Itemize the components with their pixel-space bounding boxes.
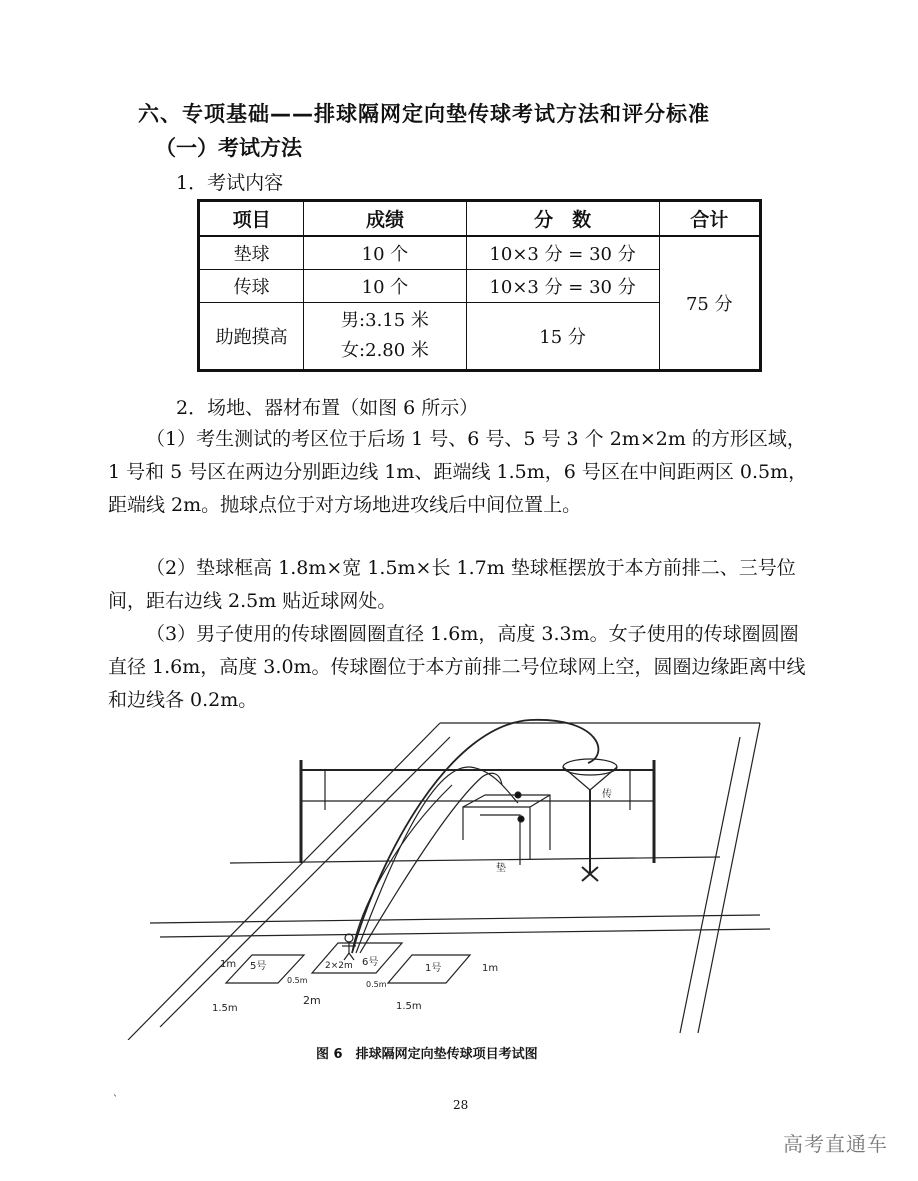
side-left-label: 1m [220,959,237,970]
court-diagram [120,715,800,1040]
total-cell: 75 分 [659,236,760,371]
court-right-sideline [698,723,760,1033]
table-header: 分 数 [466,201,659,237]
table-cell [304,303,466,371]
end-left-label: 1.5m [212,1003,238,1014]
table-cell: 10×3 分 = 30 分 [466,270,659,303]
figure-caption: 图 6 排球隔网定向垫传球项目考试图 [316,1047,538,1062]
end-mid-label: 2m [303,994,321,1007]
table-cell: 垫球 [199,236,304,270]
table-header-row [199,201,761,237]
item-2-title: 2．场地、器材布置（如图 6 所示） [176,397,479,419]
stray-mark: ` [113,1095,118,1106]
section-title: （一）考试方法 [155,136,302,160]
end-right-label: 1.5m [396,1001,422,1012]
paragraph-2: （2）垫球框高 1.8m×宽 1.5m×长 1.7m 垫球框摆放于本方前排二、三号位间，距右边线 2.5m 贴近球网处。 [108,557,796,612]
table-header: 合计 [659,201,760,237]
table-header: 成绩 [304,201,466,237]
paragraph-3: （3）男子使用的传球圈圆圈直径 1.6m，高度 3.3m。女子使用的传球圈圆圈直径 1.6m，高度 3.0m。传球圈位于本方前排二号位球网上空，圆圈边缘距离中线和边线各 0.2m。 [108,623,806,711]
watermark: 高考直通车 [783,1132,888,1156]
male-standard: 男:3.15 米 [341,310,429,331]
center-line [230,857,720,863]
page-number: 28 [453,1098,469,1112]
zone-5-label: 5号 [250,961,267,972]
item-1-title: 1．考试内容 [176,172,284,194]
table-cell: 10 个 [304,270,466,303]
table-cell: 10 个 [304,236,466,270]
table-cell: 传球 [199,270,304,303]
table-row [199,236,761,270]
zone-1-label: 1号 [425,963,442,974]
table-cell: 15 分 [466,303,659,371]
female-standard: 女:2.80 米 [341,340,429,361]
table-cell: 助跑摸高 [199,303,304,371]
paragraph-1: （1）考生测试的考区位于后场 1 号、6 号、5 号 3 个 2m×2m 的方形区域，1 号和 5 号区在两边分别距边线 1m、距端线 1.5m，6 号区在中间距两区 0.5m，距端线 2m。抛球点位于对方场地进攻线后中间位置上。 [108,428,808,516]
zone-6-label: 6号 [362,957,379,968]
dig-label: 垫 [496,863,506,874]
pass-label: 传 [602,789,612,800]
dig-box [463,795,550,865]
gap-left-label: 0.5m [287,976,308,985]
gap-right-label: 0.5m [366,980,387,989]
zone-size-label: 2×2m [325,961,353,971]
page-heading: 六、专项基础——排球隔网定向垫传球考试方法和评分标准 [138,102,710,126]
score-table [197,199,762,372]
table-cell: 10×3 分 = 30 分 [466,236,659,270]
side-right-label: 1m [482,963,499,974]
table-header: 项目 [199,201,304,237]
